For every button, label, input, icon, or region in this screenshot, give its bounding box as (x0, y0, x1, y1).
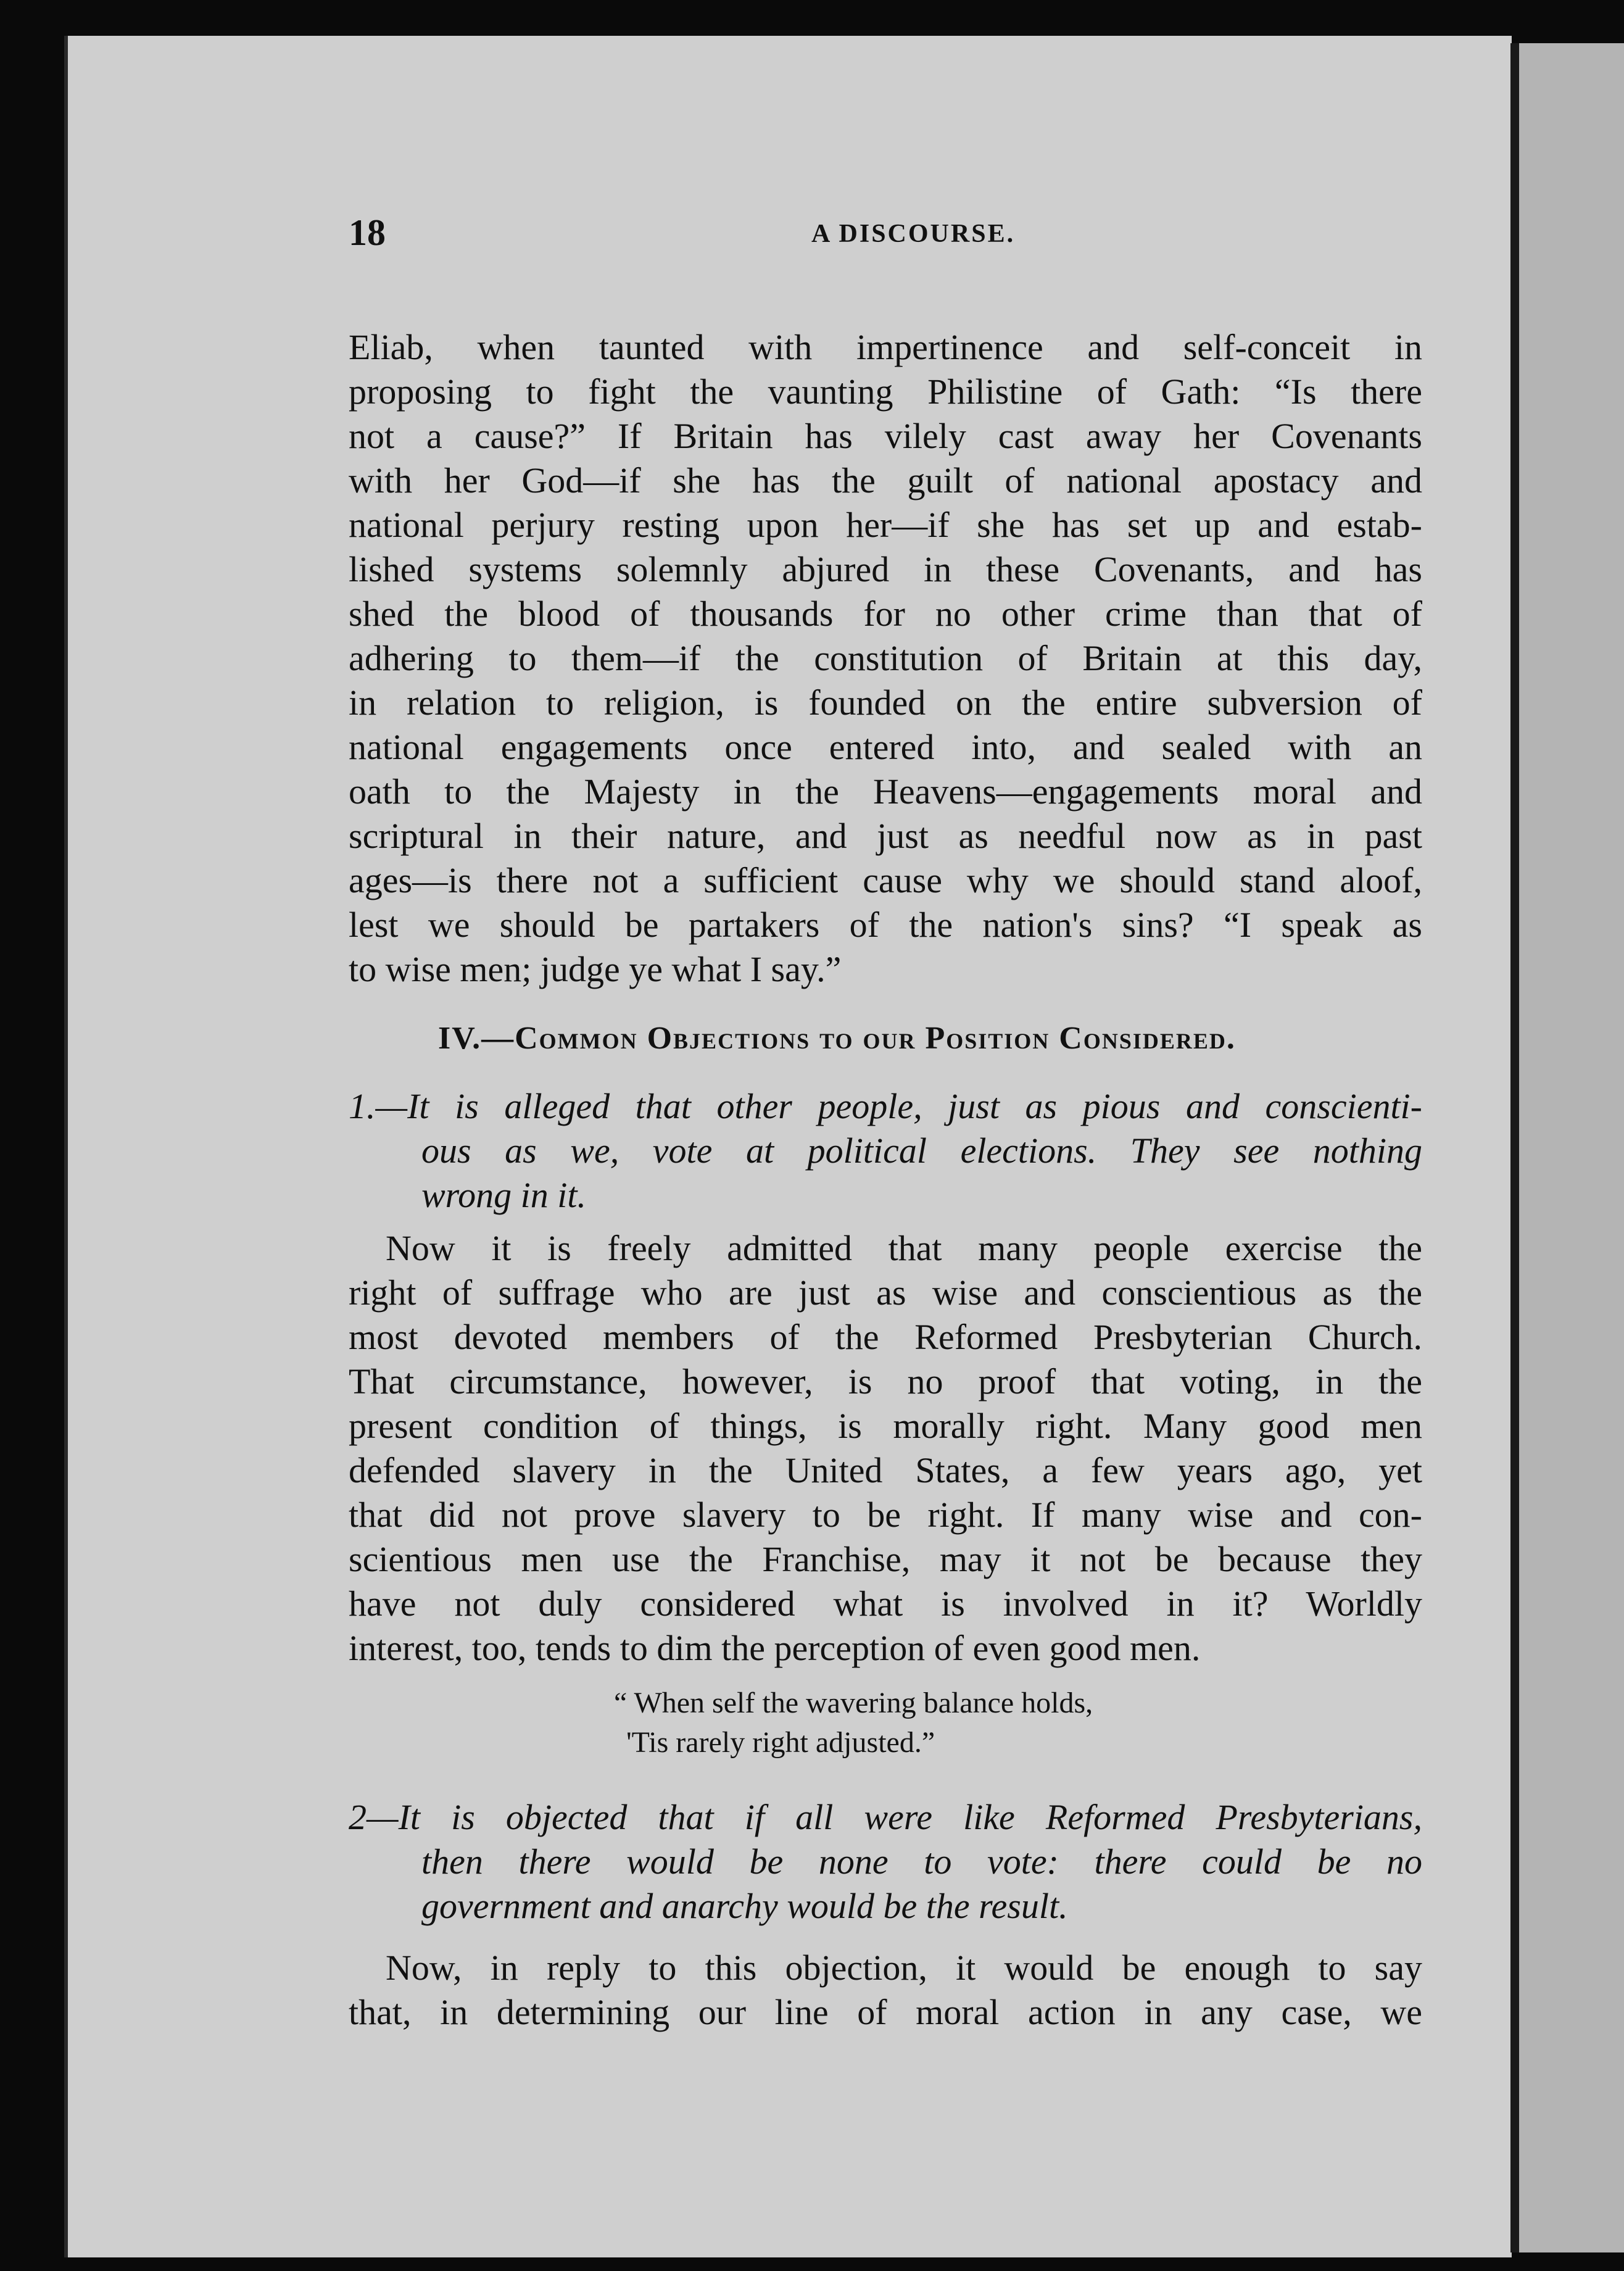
text-line: then there would be none to vote: there could be no (421, 1841, 1422, 1882)
text-line: that did not prove slavery to be right. If many wise and con- (349, 1495, 1422, 1535)
text-line: wrong in it. (421, 1175, 586, 1215)
section-heading: IV.—Common Objections to our Position Considered. (438, 1021, 1236, 1056)
quote-line: “ When self the wavering balance holds, (614, 1687, 1093, 1719)
page-header (349, 212, 1422, 273)
text-line: not a cause?” If Britain has vilely cast away her Covenants (349, 416, 1422, 456)
text-line: in relation to religion, is founded on the entire subversion of (349, 683, 1422, 723)
text-line: Eliab, when taunted with impertinence and self-conceit in (349, 327, 1422, 367)
text-line: scriptural in their nature, and just as needful now as in past (349, 816, 1422, 856)
text-line: 2—It is objected that if all were like Reformed Presbyterians, (349, 1797, 1422, 1837)
running-head: A DISCOURSE. (811, 220, 1016, 248)
page-number: 18 (349, 212, 386, 253)
text-line: That circumstance, however, is no proof that voting, in the (349, 1361, 1422, 1401)
adjacent-page-edge (1519, 43, 1624, 2252)
text-line: scientious men use the Franchise, may it not be because they (349, 1539, 1422, 1579)
text-line: shed the blood of thousands for no other crime than that of (349, 594, 1422, 634)
page-gutter (1510, 43, 1519, 2252)
text-line: Now it is freely admitted that many people exercise the (386, 1228, 1422, 1268)
text-line: proposing to fight the vaunting Philistine of Gath: “Is there (349, 372, 1422, 412)
text-line: government and anarchy would be the result. (421, 1886, 1068, 1926)
text-line: right of suffrage who are just as wise and conscientious as the (349, 1273, 1422, 1313)
text-line: oath to the Majesty in the Heavens—engagements moral and (349, 771, 1422, 812)
text-line: adhering to them—if the constitution of Britain at this day, (349, 638, 1422, 678)
text-line: have not duly considered what is involved in it? Worldly (349, 1584, 1422, 1624)
text-line: ages—is there not a sufficient cause why we should stand aloof, (349, 860, 1422, 900)
page-content (68, 36, 1512, 2257)
text-line: Now, in reply to this objection, it would be enough to say (386, 1948, 1422, 1988)
text-line: with her God—if she has the guilt of national apostacy and (349, 460, 1422, 500)
text-line: to wise men; judge ye what I say.” (349, 949, 842, 989)
quote-line: 'Tis rarely right adjusted.” (626, 1726, 935, 1759)
text-line: defended slavery in the United States, a few years ago, yet (349, 1450, 1422, 1490)
text-line: ous as we, vote at political elections. They see nothing (421, 1131, 1422, 1171)
text-line: national engagements once entered into, and sealed with an (349, 727, 1422, 767)
text-line: present condition of things, is morally right. Many good men (349, 1406, 1422, 1446)
text-line: national perjury resting upon her—if she has set up and estab- (349, 505, 1422, 545)
text-line: lished systems solemnly abjured in these Covenants, and has (349, 549, 1422, 589)
book-page (64, 36, 1512, 2257)
text-line: 1.—It is alleged that other people, just as pious and conscienti- (349, 1086, 1422, 1126)
text-line: interest, too, tends to dim the perception of even good men. (349, 1628, 1201, 1668)
text-line: lest we should be partakers of the nation's sins? “I speak as (349, 905, 1422, 945)
text-line: most devoted members of the Reformed Presbyterian Church. (349, 1317, 1422, 1357)
text-line: that, in determining our line of moral action in any case, we (349, 1992, 1422, 2032)
